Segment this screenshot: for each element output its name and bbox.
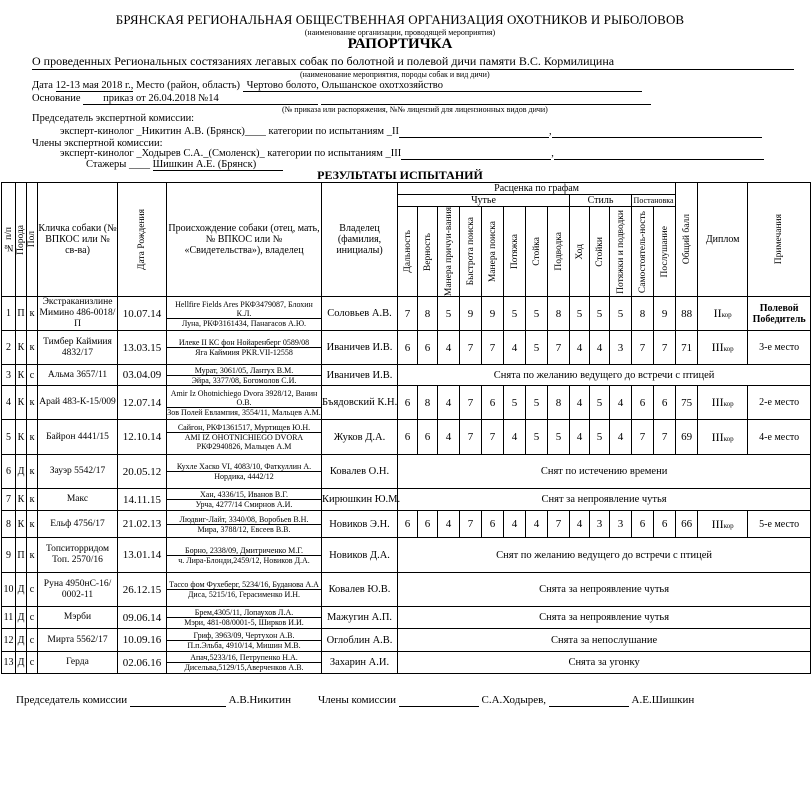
table-row (2, 420, 811, 455)
cell-score: 4 (438, 386, 460, 420)
cell-owner: Новиков Э.Н. (322, 511, 398, 538)
cell-num: 2 (2, 331, 16, 365)
cell-score: 7 (460, 386, 482, 420)
cell-num: 11 (2, 607, 16, 629)
cell-dob: 03.04.09 (118, 365, 167, 386)
origin-father: Hellfire Fields Ares РКФ3479087, Блохин К.Л. (167, 300, 321, 319)
origin-father: Борно, 2338/09, Дмитриченко М.Г. (167, 546, 321, 556)
cell-dog-name: Топситорридом Топ. 2570/16 (38, 538, 118, 573)
origin-father: Илеке II КС фон Нойаренберг 0589/08 (167, 338, 321, 348)
cell-score: 7 (654, 420, 676, 455)
cell-breed: Д (16, 455, 27, 489)
header-col-0 (398, 207, 418, 297)
cell-breed: Д (16, 652, 27, 674)
cell-diploma (698, 386, 748, 420)
basis-value: приказ от 26.04.2018 №14 (83, 93, 318, 105)
cell-score: 9 (654, 297, 676, 331)
cell-num: 5 (2, 420, 16, 455)
table-row (2, 573, 811, 607)
diploma-sub: кор (723, 345, 734, 354)
members-label: Члены экспертной комиссии: (32, 138, 163, 149)
cell-breed: П (16, 297, 27, 331)
header-owner: Владелец (фамилия, инициалы) (322, 183, 398, 297)
cell-dog-name: Альма 3657/11 (38, 365, 118, 386)
cell-dob: 10.09.16 (118, 629, 167, 652)
cell-owner: Иваничев И.В. (322, 365, 398, 386)
cell-sex: с (27, 629, 38, 652)
origin-father: Сайгон, РКФ1361517, Муртищев Ю.Н. (167, 423, 321, 433)
chair-label: Председатель экспертной комиссии: (32, 113, 195, 124)
origin-mother: Дисельва,5129/15,Аверченков А.В. (184, 663, 304, 673)
cell-score: 6 (418, 511, 438, 538)
cell-origin (167, 365, 322, 386)
cell-breed: Д (16, 607, 27, 629)
cell-dog-name: Макс (38, 489, 118, 511)
table-row (2, 297, 811, 331)
cell-num: 7 (2, 489, 16, 511)
cell-total: 71 (676, 331, 698, 365)
cell-score: 5 (590, 386, 610, 420)
cell-score: 9 (460, 297, 482, 331)
cell-origin (167, 538, 322, 573)
header-breed-text: Порода (16, 224, 26, 255)
origin-mother: Мэри, 481-08/0001-5, Ширков И.И. (184, 618, 304, 628)
header-col-text: Быстрота поиска (465, 217, 476, 286)
header-stil: Стиль (570, 195, 632, 207)
cell-dog-name: Руна 4950нС-16/ 0002-11 (38, 573, 118, 607)
results-table (1, 182, 811, 674)
cell-score: 4 (438, 511, 460, 538)
cell-score: 5 (590, 420, 610, 455)
cell-dob: 20.05.12 (118, 455, 167, 489)
cell-status: Снят по желанию ведущего до встречи с птицей (398, 538, 811, 573)
cell-diploma (698, 297, 748, 331)
date-line (32, 80, 642, 92)
cell-dob: 12.10.14 (118, 420, 167, 455)
cell-num: 10 (2, 573, 16, 607)
header-col-8 (570, 207, 590, 297)
table-row (2, 652, 811, 674)
header-col-12 (654, 207, 676, 297)
origin-father: Хан, 4336/15, Иванов В.Г. (167, 490, 321, 500)
cell-total: 66 (676, 511, 698, 538)
cell-score: 4 (504, 331, 526, 365)
cell-score: 6 (632, 386, 654, 420)
cell-owner: Ковалев Ю.В. (322, 573, 398, 607)
cell-diploma (698, 420, 748, 455)
cell-sex: с (27, 365, 38, 386)
cell-score: 5 (526, 386, 548, 420)
cell-dog-name: Мэрби (38, 607, 118, 629)
cell-score: 7 (460, 420, 482, 455)
header-dob-text: Дата Рождения (137, 209, 147, 271)
cell-breed: Д (16, 573, 27, 607)
header-col-7 (548, 207, 570, 297)
cell-score: 5 (526, 331, 548, 365)
cell-score: 8 (418, 297, 438, 331)
cell-dob: 26.12.15 (118, 573, 167, 607)
cell-sex: с (27, 573, 38, 607)
cell-origin (167, 455, 322, 489)
cell-score: 8 (548, 297, 570, 331)
diploma-sub: кор (723, 521, 734, 530)
results-title: РЕЗУЛЬТАТЫ ИСПЫТАНИЙ (317, 168, 483, 182)
origin-mother: П.п.Эльба, 4910/14, Мишин М.В. (187, 640, 301, 650)
cell-score: 6 (398, 420, 418, 455)
header-col-2 (438, 207, 460, 297)
sig-chair: Председатель комиссии А.В.Никитин (16, 694, 292, 706)
cell-owner: Мажугин А.П. (322, 607, 398, 629)
cell-score: 7 (654, 331, 676, 365)
cell-score: 3 (590, 511, 610, 538)
cell-num: 1 (2, 297, 16, 331)
header-sex (27, 183, 38, 297)
cell-origin (167, 386, 322, 420)
header-notes-text: Примечания (774, 214, 785, 265)
cell-owner: Жуков Д.А. (322, 420, 398, 455)
doc-title: РАПОРТИЧКА (347, 36, 453, 52)
cell-breed: К (16, 386, 27, 420)
cell-score: 9 (482, 297, 504, 331)
cell-origin (167, 489, 322, 511)
cell-owner: Соловьев А.В. (322, 297, 398, 331)
cell-breed: П (16, 538, 27, 573)
cell-score: 5 (590, 297, 610, 331)
header-col-text: Послушание (659, 225, 670, 278)
cell-score: 4 (610, 420, 632, 455)
origin-mother: Луна, РКФ3161434, Панагасов А.Ю. (181, 318, 307, 328)
table-row (2, 331, 811, 365)
cell-origin (167, 652, 322, 674)
cell-owner: Новиков Д.А. (322, 538, 398, 573)
cell-score: 5 (548, 420, 570, 455)
table-row (2, 455, 811, 489)
header-col-11 (632, 207, 654, 297)
diploma-sub: кор (723, 434, 734, 443)
cell-num: 8 (2, 511, 16, 538)
cell-score: 8 (418, 386, 438, 420)
cell-score: 7 (482, 331, 504, 365)
header-col-text: Стойки (594, 236, 605, 267)
origin-mother: Яга Каймиия PKR.VII-12558 (195, 348, 293, 358)
header-col-text: Потяжки и подводки (615, 209, 626, 294)
chair-line: эксперт-кинолог _Никитин А.В. (Брянск)____ категории по испытаниям _II , (60, 126, 762, 138)
cell-score: 4 (570, 511, 590, 538)
header-col-3 (460, 207, 482, 297)
header-num (2, 183, 16, 297)
cell-score: 7 (398, 297, 418, 331)
cell-score: 4 (570, 420, 590, 455)
cell-dog-name: Ельф 4756/17 (38, 511, 118, 538)
diploma-degree: II (713, 306, 722, 321)
event-line (32, 54, 794, 70)
header-sex-text: Пол (27, 231, 37, 248)
cell-dog-name: Арай 483-К-15/009 (38, 386, 118, 420)
cell-dog-name: Зауэр 5542/17 (38, 455, 118, 489)
cell-sex: к (27, 297, 38, 331)
cell-score: 7 (460, 331, 482, 365)
cell-origin (167, 573, 322, 607)
cell-status: Снята за непроявление чутья (398, 573, 811, 607)
cell-score: 8 (548, 386, 570, 420)
event-text: О проведенных Региональных состязаниях легавых собак по болотной и полевой дичи памяти В.С. Кормилицина (32, 54, 794, 70)
cell-score: 4 (438, 420, 460, 455)
cell-num: 13 (2, 652, 16, 674)
cell-origin (167, 607, 322, 629)
header-col-text: Верность (422, 232, 433, 271)
cell-score: 6 (398, 511, 418, 538)
header-col-9 (590, 207, 610, 297)
cell-owner: Захарин А.И. (322, 652, 398, 674)
table-row (2, 365, 811, 386)
cell-score: 6 (418, 331, 438, 365)
cell-total: 88 (676, 297, 698, 331)
cell-score: 4 (504, 511, 526, 538)
header-col-1 (418, 207, 438, 297)
cell-status: Снят по истечению времени (398, 455, 811, 489)
diploma-degree: III (711, 516, 724, 531)
origin-father: Брем,4305/11, Лопаухов Л.А. (167, 608, 321, 618)
cell-score: 5 (526, 420, 548, 455)
cell-owner: Иваничев И.В. (322, 331, 398, 365)
cell-sex: к (27, 420, 38, 455)
member-line: эксперт-кинолог _Ходырев С.А._(Смоленск)_ категории по испытаниям _III , (60, 148, 764, 160)
origin-father: Тассо фом Фухеберг, 5234/16, Буданова А.А (167, 580, 321, 590)
origin-father: Кухле Хаско VI, 4083/10, Фаткуллин А. (167, 462, 321, 472)
event-hint: (наименование мероприятия, породы собак и вид дичи) (300, 70, 490, 79)
cell-dob: 09.06.14 (118, 607, 167, 629)
header-col-text: Манера причуи-вания (443, 207, 454, 297)
table-row (2, 629, 811, 652)
cell-origin (167, 511, 322, 538)
cell-num: 9 (2, 538, 16, 573)
header-col-10 (610, 207, 632, 297)
cell-score: 5 (504, 386, 526, 420)
cell-score: 3 (610, 511, 632, 538)
cell-score: 6 (654, 511, 676, 538)
header-col-text: Манера поиска (487, 220, 498, 283)
cell-dob: 13.01.14 (118, 538, 167, 573)
cell-dob: 10.07.14 (118, 297, 167, 331)
origin-father: Amir Iz Ohotnichiego Dvora 3928/12, Ванин О.В. (167, 389, 321, 408)
cell-origin (167, 420, 322, 455)
table-row (2, 538, 811, 573)
header-col-text: Подводка (553, 232, 564, 271)
origin-mother: AMI IZ OHOTNICHIEGO DVORA РКФ2940826, Мальцев А.М (184, 433, 304, 452)
cell-score: 4 (438, 331, 460, 365)
origin-father: Людвиг-Лайт, 3340/08, Воробьев В.Н. (167, 515, 321, 525)
cell-breed: К (16, 365, 27, 386)
header-col-6 (526, 207, 548, 297)
cell-score: 4 (570, 331, 590, 365)
basis-hint: (№ приказа или распоряжения, №№ лицензий для лицензионных видов дичи) (282, 105, 548, 114)
header-num-text: № п/п (3, 226, 14, 253)
place-label: Место (район, область) (136, 80, 241, 91)
cell-sex: к (27, 538, 38, 573)
place-value: Чертово болото, Ольшанское охотхозяйство (243, 80, 642, 92)
cell-total: 69 (676, 420, 698, 455)
cell-owner: Ковалев О.Н. (322, 455, 398, 489)
origin-mother: ч. Лира-Блонди,2459/12, Новиков Д.А. (178, 555, 310, 565)
origin-mother: Зов Полей Евлампия, 3554/11, Мальцев А.М. (167, 407, 321, 417)
header-breed (16, 183, 27, 297)
header-grades: Расценка по графам (398, 183, 676, 195)
cell-score: 4 (610, 386, 632, 420)
table-row (2, 511, 811, 538)
cell-dog-name: Герда (38, 652, 118, 674)
cell-score: 5 (570, 297, 590, 331)
cell-dob: 12.07.14 (118, 386, 167, 420)
cell-sex: к (27, 511, 38, 538)
cell-score: 4 (590, 331, 610, 365)
cell-sex: к (27, 331, 38, 365)
cell-score: 7 (548, 511, 570, 538)
cell-origin (167, 297, 322, 331)
cell-score: 7 (460, 511, 482, 538)
cell-status: Снята за угонку (398, 652, 811, 674)
origin-mother: Мира, 3788/12, Евсеев В.В. (197, 524, 291, 534)
cell-sex: к (27, 489, 38, 511)
cell-sex: с (27, 652, 38, 674)
diploma-degree: III (711, 340, 724, 355)
cell-score: 6 (632, 511, 654, 538)
cell-num: 12 (2, 629, 16, 652)
header-name: Кличка собаки (№ ВПКОС или № св-ва) (38, 183, 118, 297)
cell-num: 4 (2, 386, 16, 420)
header-total-text: Общий балл (681, 214, 692, 265)
cell-status: Снята по желанию ведущего до встречи с птицей (398, 365, 811, 386)
cell-breed: К (16, 420, 27, 455)
origin-mother: Урча, 4277/14 Смирнов А.И. (195, 500, 293, 510)
cell-origin (167, 629, 322, 652)
header-col-text: Самостоятель-ность (637, 210, 648, 293)
header-postanovka: Постановка (632, 195, 676, 207)
header-dob (118, 183, 167, 297)
diploma-sub: кор (721, 311, 732, 320)
cell-status: Снята за непослушание (398, 629, 811, 652)
cell-score: 7 (632, 331, 654, 365)
cell-dob: 02.06.16 (118, 652, 167, 674)
cell-dog-name: Байрон 4441/15 (38, 420, 118, 455)
diploma-degree: III (711, 395, 724, 410)
cell-breed: Д (16, 629, 27, 652)
trainee-line: Стажеры ____ Шишкин А.Е. (Брянск) (86, 159, 283, 171)
cell-owner: Кирюшкин Ю.М. (322, 489, 398, 511)
origin-father: Мурат, 3061/05, Лантух В.М. (167, 366, 321, 376)
cell-score: 6 (482, 386, 504, 420)
cell-score: 7 (548, 331, 570, 365)
cell-score: 6 (482, 511, 504, 538)
basis-line (32, 93, 651, 105)
header-col-4 (482, 207, 504, 297)
origin-mother: Диса, 5215/16, Герасименко И.Н. (187, 590, 301, 600)
cell-score: 4 (504, 420, 526, 455)
diploma-sub: кор (723, 400, 734, 409)
cell-dob: 13.03.15 (118, 331, 167, 365)
header-col-text: Дальность (402, 230, 413, 273)
cell-score: 7 (632, 420, 654, 455)
org-hint: (наименование организации, проводящей мероприятия) (304, 28, 496, 37)
cell-origin (167, 331, 322, 365)
cell-diploma (698, 331, 748, 365)
cell-dog-name: Мирта 5562/17 (38, 629, 118, 652)
cell-sex: к (27, 455, 38, 489)
cell-score: 7 (482, 420, 504, 455)
sig-members: Члены комиссии С.А.Ходырев, А.Е.Шишкин (318, 694, 695, 706)
cell-dog-name: Тимбер Каймиия 4832/17 (38, 331, 118, 365)
cell-note: 2-е место (748, 386, 811, 420)
cell-breed: К (16, 511, 27, 538)
cell-score: 5 (438, 297, 460, 331)
cell-dob: 14.11.15 (118, 489, 167, 511)
cell-status: Снят за непроявление чутья (398, 489, 811, 511)
cell-score: 5 (610, 297, 632, 331)
origin-mother: Эйра, 3377/08, Богомолов С.И. (191, 375, 297, 385)
cell-score: 6 (654, 386, 676, 420)
cell-score: 6 (398, 331, 418, 365)
cell-score: 6 (418, 420, 438, 455)
cell-sex: к (27, 386, 38, 420)
table-row (2, 489, 811, 511)
table-row (2, 607, 811, 629)
date-value: 12-13 мая 2018 г., (55, 80, 134, 91)
cell-total: 75 (676, 386, 698, 420)
origin-father: Гриф, 3963/09, Чертухон А.В. (167, 631, 321, 641)
cell-sex: с (27, 607, 38, 629)
header-row-1 (2, 183, 811, 195)
cell-note: 4-е место (748, 420, 811, 455)
cell-owner: Оглоблин А.В. (322, 629, 398, 652)
table-row (2, 386, 811, 420)
org-name: БРЯНСКАЯ РЕГИОНАЛЬНАЯ ОБЩЕСТВЕННАЯ ОРГАНИЗАЦИЯ ОХОТНИКОВ И РЫБОЛОВОВ (115, 12, 685, 27)
cell-dob: 21.02.13 (118, 511, 167, 538)
cell-num: 3 (2, 365, 16, 386)
cell-score: 6 (398, 386, 418, 420)
origin-mother: Нордика, 4442/12 (214, 472, 274, 482)
diploma-degree: III (711, 429, 724, 444)
cell-breed: К (16, 489, 27, 511)
cell-score: 3 (610, 331, 632, 365)
cell-note: Полевой Победитель (748, 297, 811, 331)
cell-owner: Бъядовский К.Н. (322, 386, 398, 420)
header-col-text: Потяжка (509, 233, 520, 270)
cell-score: 4 (570, 386, 590, 420)
header-notes (748, 183, 811, 297)
header-chutye: Чутье (398, 195, 570, 207)
date-label: Дата (32, 80, 53, 91)
header-diploma: Диплом (698, 183, 748, 297)
cell-note: 3-е место (748, 331, 811, 365)
cell-breed: К (16, 331, 27, 365)
header-col-text: Ход (574, 243, 585, 260)
cell-status: Снята за непроявление чутья (398, 607, 811, 629)
header-total (676, 183, 698, 297)
cell-score: 5 (504, 297, 526, 331)
header-origin: Происхождение собаки (отец, мать, № ВПКОС или № «Свидетельства»), владелец (167, 183, 322, 297)
cell-note: 5-е место (748, 511, 811, 538)
cell-score: 4 (526, 511, 548, 538)
header-col-5 (504, 207, 526, 297)
cell-score: 8 (632, 297, 654, 331)
basis-label: Основание (32, 93, 81, 104)
origin-father: Апач,5233/16, Петрупенко Н.А. (167, 653, 321, 663)
cell-score: 5 (526, 297, 548, 331)
cell-num: 6 (2, 455, 16, 489)
header-col-text: Стойка (531, 237, 542, 266)
cell-dog-name: Экстраканизлине Мимино 486-0018/П (38, 297, 118, 331)
cell-diploma (698, 511, 748, 538)
